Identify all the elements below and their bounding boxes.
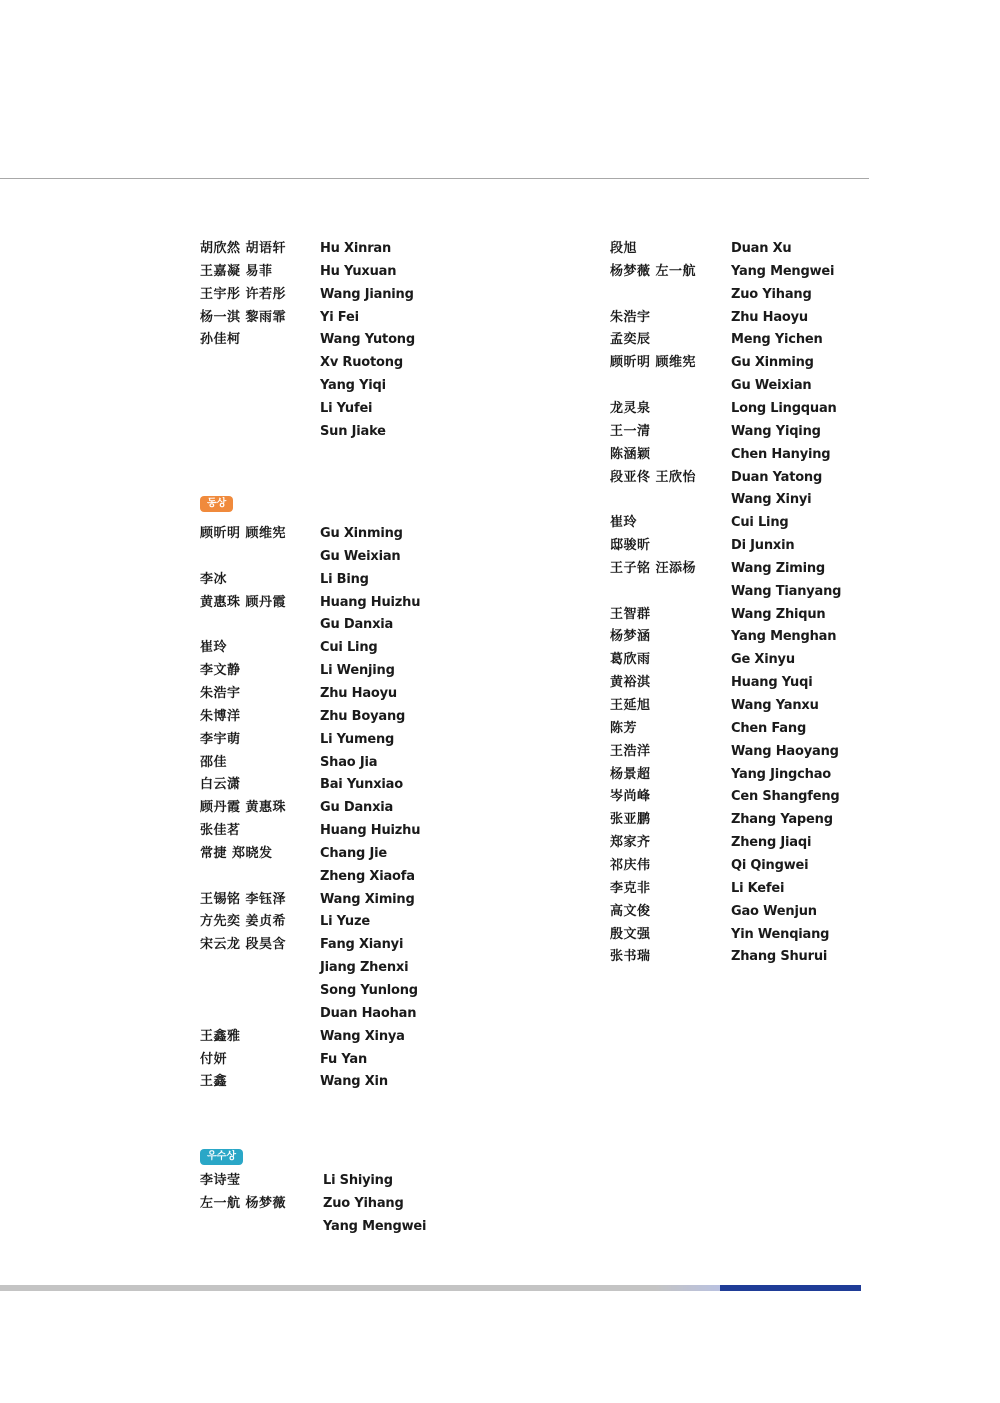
recipient-name-english: Huang Yuqi xyxy=(731,675,813,690)
recipient-name-chinese: 白云潇 xyxy=(200,777,241,792)
recipient-name-english: Fu Yan xyxy=(320,1052,368,1067)
recipient-name-english: Zhang Yapeng xyxy=(731,812,833,827)
recipient-name-chinese: 朱浩宇 xyxy=(200,686,241,701)
recipient-name-english: Zheng Xiaofa xyxy=(320,869,415,884)
recipient-name-english: Bai Yunxiao xyxy=(320,777,403,792)
recipient-name-english: Wang Haoyang xyxy=(731,744,839,759)
recipient-name-chinese: 朱博洋 xyxy=(200,709,241,724)
top-divider xyxy=(0,178,869,179)
recipient-name-english: Duan Xu xyxy=(731,241,792,256)
recipient-name-english: Yang Yiqi xyxy=(320,378,386,393)
recipient-name-chinese: 龙灵泉 xyxy=(610,401,651,416)
recipient-name-english: Yin Wenqiang xyxy=(731,927,830,942)
recipient-name-english: Yang Mengwei xyxy=(731,264,835,279)
recipient-name-english: Chen Hanying xyxy=(731,447,831,462)
recipient-name-english: Li Bing xyxy=(320,572,369,587)
recipient-name-english: Xv Ruotong xyxy=(320,355,403,370)
recipient-name-chinese: 常捷 郑晓发 xyxy=(200,846,273,861)
recipient-name-chinese: 王一清 xyxy=(610,424,651,439)
recipient-name-english: Li Yuze xyxy=(320,914,370,929)
recipient-name-english: Li Kefei xyxy=(731,881,785,896)
recipient-name-english: Wang Zhiqun xyxy=(731,607,826,622)
recipient-name-english: Gu Xinming xyxy=(731,355,814,370)
recipient-name-chinese: 胡欣然 胡语轩 xyxy=(200,241,287,256)
recipient-name-english: Yi Fei xyxy=(320,310,359,325)
recipient-name-chinese: 孟奕辰 xyxy=(610,332,651,347)
recipient-name-chinese: 邵佳 xyxy=(200,755,228,770)
recipient-name-english: Gu Weixian xyxy=(731,378,812,393)
recipient-name-chinese: 李文静 xyxy=(200,663,241,678)
recipient-name-english: Wang Yanxu xyxy=(731,698,819,713)
recipient-name-chinese: 王嘉凝 易菲 xyxy=(200,264,273,279)
recipient-name-chinese: 王锡铭 李钰泽 xyxy=(200,892,287,907)
recipient-name-english: Wang Yiqing xyxy=(731,424,821,439)
recipient-name-chinese: 李宇萌 xyxy=(200,732,241,747)
recipient-name-chinese: 段旭 xyxy=(610,241,638,256)
recipient-name-chinese: 张书瑞 xyxy=(610,949,651,964)
recipient-name-chinese: 付妍 xyxy=(200,1052,228,1067)
recipient-name-chinese: 王鑫雅 xyxy=(200,1029,241,1044)
recipient-name-english: Zhang Shurui xyxy=(731,949,828,964)
recipient-name-chinese: 黄裕淇 xyxy=(610,675,651,690)
recipient-name-chinese: 崔玲 xyxy=(200,640,228,655)
recipient-name-chinese: 葛欣雨 xyxy=(610,652,651,667)
recipient-name-chinese: 王子铭 汪添杨 xyxy=(610,561,697,576)
recipient-name-english: Li Shiying xyxy=(323,1173,393,1188)
recipient-name-english: Jiang Zhenxi xyxy=(320,960,409,975)
recipient-name-chinese: 郑家齐 xyxy=(610,835,651,850)
recipient-name-english: Hu Yuxuan xyxy=(320,264,397,279)
recipient-name-english: Zhu Haoyu xyxy=(731,310,808,325)
recipient-name-chinese: 顾丹霞 黄惠珠 xyxy=(200,800,287,815)
recipient-name-chinese: 段亚佟 王欣怡 xyxy=(610,470,697,485)
recipient-name-english: Wang Xin xyxy=(320,1074,388,1089)
recipient-name-chinese: 崔玲 xyxy=(610,515,638,530)
recipient-name-chinese: 张亚鹏 xyxy=(610,812,651,827)
recipient-name-chinese: 陈芳 xyxy=(610,721,638,736)
recipient-name-english: Qi Qingwei xyxy=(731,858,809,873)
recipient-name-chinese: 岑尚峰 xyxy=(610,789,651,804)
recipient-name-english: Li Yumeng xyxy=(320,732,395,747)
recipient-name-chinese: 朱浩宇 xyxy=(610,310,651,325)
recipient-name-english: Zuo Yihang xyxy=(323,1196,404,1211)
recipient-name-english: Zhu Boyang xyxy=(320,709,406,724)
recipient-name-chinese: 顾昕明 顾维宪 xyxy=(610,355,697,370)
recipient-name-english: Li Wenjing xyxy=(320,663,395,678)
recipient-name-chinese: 邸骏昕 xyxy=(610,538,651,553)
recipient-name-english: Gao Wenjun xyxy=(731,904,817,919)
recipient-name-english: Wang Yutong xyxy=(320,332,415,347)
recipient-name-english: Huang Huizhu xyxy=(320,595,421,610)
recipient-name-english: Fang Xianyi xyxy=(320,937,404,952)
recipient-name-chinese: 李克非 xyxy=(610,881,651,896)
recipient-name-english: Hu Xinran xyxy=(320,241,392,256)
recipient-name-chinese: 李冰 xyxy=(200,572,228,587)
recipient-name-chinese: 祁庆伟 xyxy=(610,858,651,873)
recipient-name-chinese: 左一航 杨梦薇 xyxy=(200,1196,287,1211)
recipient-name-english: Chang Jie xyxy=(320,846,387,861)
recipient-name-english: Wang Tianyang xyxy=(731,584,842,599)
recipient-name-english: Gu Xinming xyxy=(320,526,403,541)
recipient-name-chinese: 王延旭 xyxy=(610,698,651,713)
recipient-name-english: Li Yufei xyxy=(320,401,373,416)
recipient-name-english: Meng Yichen xyxy=(731,332,823,347)
recipient-name-chinese: 杨梦涵 xyxy=(610,629,651,644)
recipient-name-chinese: 王鑫 xyxy=(200,1074,228,1089)
recipient-name-chinese: 张佳茗 xyxy=(200,823,241,838)
award-badge-bronze: 동상 xyxy=(200,496,233,512)
recipient-name-chinese: 孙佳柯 xyxy=(200,332,241,347)
footer-bar-blue xyxy=(720,1285,861,1291)
recipient-name-english: Zuo Yihang xyxy=(731,287,812,302)
recipient-name-english: Cui Ling xyxy=(320,640,378,655)
recipient-name-english: Sun Jiake xyxy=(320,424,386,439)
recipient-name-english: Yang Menghan xyxy=(731,629,837,644)
recipient-name-english: Gu Weixian xyxy=(320,549,401,564)
recipient-name-chinese: 李诗莹 xyxy=(200,1173,241,1188)
recipient-name-chinese: 高文俊 xyxy=(610,904,651,919)
recipient-name-english: Gu Danxia xyxy=(320,800,394,815)
recipient-name-english: Wang Jianing xyxy=(320,287,414,302)
recipient-name-english: Shao Jia xyxy=(320,755,378,770)
recipient-name-english: Yang Jingchao xyxy=(731,767,831,782)
recipient-name-english: Ge Xinyu xyxy=(731,652,795,667)
recipient-name-english: Wang Ziming xyxy=(731,561,825,576)
footer-bar-grey xyxy=(0,1285,655,1291)
recipient-name-english: Gu Danxia xyxy=(320,617,394,632)
recipient-name-chinese: 顾昕明 顾维宪 xyxy=(200,526,287,541)
recipient-name-chinese: 陈涵颖 xyxy=(610,447,651,462)
recipient-name-english: Huang Huizhu xyxy=(320,823,421,838)
recipient-name-chinese: 杨一淇 黎雨霏 xyxy=(200,310,287,325)
recipient-name-english: Di Junxin xyxy=(731,538,795,553)
recipient-name-english: Duan Yatong xyxy=(731,470,823,485)
recipient-name-english: Yang Mengwei xyxy=(323,1219,427,1234)
recipient-name-chinese: 殷文强 xyxy=(610,927,651,942)
recipient-name-english: Wang Ximing xyxy=(320,892,415,907)
recipient-name-chinese: 黄惠珠 顾丹霞 xyxy=(200,595,287,610)
recipient-name-chinese: 杨景超 xyxy=(610,767,651,782)
footer-bar-gradient xyxy=(655,1285,720,1291)
recipient-name-english: Chen Fang xyxy=(731,721,807,736)
recipient-name-chinese: 宋云龙 段昊含 xyxy=(200,937,287,952)
recipient-name-english: Duan Haohan xyxy=(320,1006,417,1021)
award-badge-excellence: 우수상 xyxy=(200,1149,243,1165)
recipient-name-english: Zhu Haoyu xyxy=(320,686,397,701)
recipient-name-english: Long Lingquan xyxy=(731,401,837,416)
recipient-name-chinese: 杨梦薇 左一航 xyxy=(610,264,697,279)
recipient-name-english: Cui Ling xyxy=(731,515,789,530)
recipient-name-english: Wang Xinya xyxy=(320,1029,405,1044)
recipient-name-english: Song Yunlong xyxy=(320,983,418,998)
recipient-name-chinese: 王宇彤 许若彤 xyxy=(200,287,287,302)
recipient-name-chinese: 方先奕 姜贞希 xyxy=(200,914,287,929)
recipient-name-english: Zheng Jiaqi xyxy=(731,835,812,850)
recipient-name-chinese: 王浩洋 xyxy=(610,744,651,759)
recipient-name-english: Wang Xinyi xyxy=(731,492,812,507)
recipient-name-english: Cen Shangfeng xyxy=(731,789,840,804)
recipient-name-chinese: 王智群 xyxy=(610,607,651,622)
